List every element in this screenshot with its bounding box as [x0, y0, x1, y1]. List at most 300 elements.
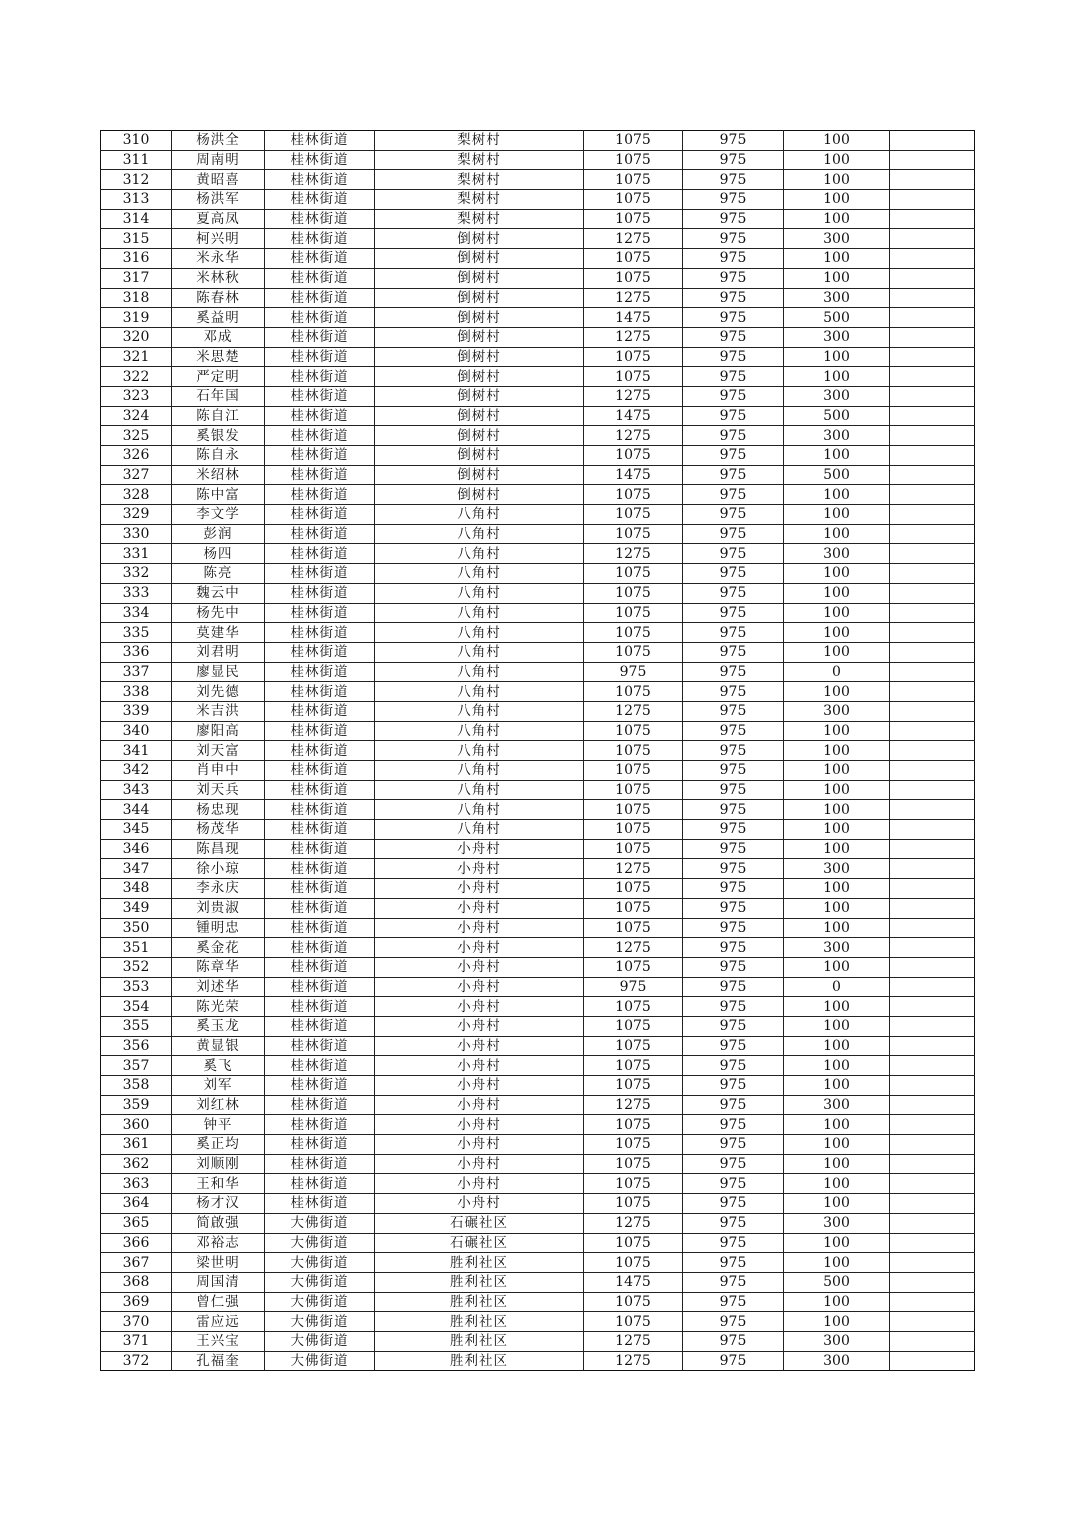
village-cell: 八角村 [375, 662, 584, 682]
name-cell: 陈自永 [172, 446, 265, 466]
amount-b-cell: 975 [683, 485, 784, 505]
village-cell: 八角村 [375, 642, 584, 662]
amount-b-cell: 975 [683, 1213, 784, 1233]
difference-cell: 100 [784, 879, 890, 899]
village-cell: 小舟村 [375, 1115, 584, 1135]
difference-cell: 100 [784, 583, 890, 603]
remark-cell [890, 938, 975, 958]
table-row [101, 446, 975, 466]
amount-a-cell: 1075 [584, 682, 683, 702]
row-number-cell: 361 [101, 1135, 172, 1155]
row-number-cell: 333 [101, 583, 172, 603]
difference-cell: 300 [784, 938, 890, 958]
name-cell: 魏云中 [172, 583, 265, 603]
row-number-cell: 315 [101, 229, 172, 249]
table-row [101, 741, 975, 761]
table-row [101, 170, 975, 190]
amount-b-cell: 975 [683, 1331, 784, 1351]
subdistrict-cell: 大佛街道 [265, 1213, 375, 1233]
difference-cell: 100 [784, 190, 890, 210]
row-number-cell: 326 [101, 446, 172, 466]
village-cell: 胜利社区 [375, 1351, 584, 1371]
amount-b-cell: 975 [683, 1233, 784, 1253]
subdistrict-cell: 大佛街道 [265, 1233, 375, 1253]
subdistrict-cell: 桂林街道 [265, 820, 375, 840]
difference-cell: 100 [784, 1292, 890, 1312]
remark-cell [890, 741, 975, 761]
remark-cell [890, 918, 975, 938]
subdistrict-cell: 桂林街道 [265, 1095, 375, 1115]
village-cell: 小舟村 [375, 1194, 584, 1214]
subdistrict-cell: 桂林街道 [265, 209, 375, 229]
village-cell: 八角村 [375, 544, 584, 564]
subdistrict-cell: 桂林街道 [265, 229, 375, 249]
name-cell: 雷应远 [172, 1312, 265, 1332]
difference-cell: 100 [784, 485, 890, 505]
difference-cell: 100 [784, 347, 890, 367]
name-cell: 陈昌现 [172, 839, 265, 859]
amount-a-cell: 1075 [584, 1194, 683, 1214]
subdistrict-cell: 桂林街道 [265, 544, 375, 564]
remark-cell [890, 623, 975, 643]
amount-b-cell: 975 [683, 1135, 784, 1155]
row-number-cell: 347 [101, 859, 172, 879]
difference-cell: 300 [784, 1331, 890, 1351]
amount-a-cell: 1075 [584, 1253, 683, 1273]
difference-cell: 100 [784, 918, 890, 938]
remark-cell [890, 288, 975, 308]
table-row [101, 1351, 975, 1371]
name-cell: 奚金花 [172, 938, 265, 958]
subdistrict-cell: 桂林街道 [265, 957, 375, 977]
difference-cell: 100 [784, 603, 890, 623]
remark-cell [890, 879, 975, 899]
difference-cell: 100 [784, 446, 890, 466]
row-number-cell: 351 [101, 938, 172, 958]
difference-cell: 100 [784, 131, 890, 151]
subdistrict-cell: 桂林街道 [265, 583, 375, 603]
name-cell: 奚益明 [172, 308, 265, 328]
subdistrict-cell: 桂林街道 [265, 268, 375, 288]
difference-cell: 100 [784, 1056, 890, 1076]
remark-cell [890, 701, 975, 721]
amount-a-cell: 1075 [584, 268, 683, 288]
village-cell: 倒树村 [375, 485, 584, 505]
amount-a-cell: 1075 [584, 957, 683, 977]
amount-a-cell: 1075 [584, 1174, 683, 1194]
amount-b-cell: 975 [683, 268, 784, 288]
row-number-cell: 310 [101, 131, 172, 151]
name-cell: 王和华 [172, 1174, 265, 1194]
amount-b-cell: 975 [683, 1312, 784, 1332]
subdistrict-cell: 大佛街道 [265, 1331, 375, 1351]
remark-cell [890, 1056, 975, 1076]
row-number-cell: 371 [101, 1331, 172, 1351]
row-number-cell: 353 [101, 977, 172, 997]
row-number-cell: 367 [101, 1253, 172, 1273]
amount-a-cell: 1075 [584, 918, 683, 938]
difference-cell: 100 [784, 170, 890, 190]
amount-a-cell: 1075 [584, 249, 683, 269]
amount-a-cell: 1275 [584, 1095, 683, 1115]
difference-cell: 100 [784, 1076, 890, 1096]
amount-a-cell: 1075 [584, 505, 683, 525]
table-row [101, 505, 975, 525]
difference-cell: 0 [784, 662, 890, 682]
name-cell: 米绍林 [172, 465, 265, 485]
difference-cell: 100 [784, 209, 890, 229]
difference-cell: 100 [784, 1115, 890, 1135]
difference-cell: 300 [784, 288, 890, 308]
difference-cell: 100 [784, 820, 890, 840]
difference-cell: 100 [784, 761, 890, 781]
name-cell: 黄显银 [172, 1036, 265, 1056]
amount-a-cell: 1075 [584, 1233, 683, 1253]
name-cell: 锺明忠 [172, 918, 265, 938]
name-cell: 杨忠现 [172, 800, 265, 820]
row-number-cell: 322 [101, 367, 172, 387]
subdistrict-cell: 桂林街道 [265, 898, 375, 918]
row-number-cell: 362 [101, 1154, 172, 1174]
row-number-cell: 365 [101, 1213, 172, 1233]
row-number-cell: 342 [101, 761, 172, 781]
amount-a-cell: 1275 [584, 327, 683, 347]
row-number-cell: 320 [101, 327, 172, 347]
amount-a-cell: 1075 [584, 131, 683, 151]
village-cell: 小舟村 [375, 879, 584, 899]
table-row [101, 977, 975, 997]
remark-cell [890, 406, 975, 426]
remark-cell [890, 839, 975, 859]
row-number-cell: 366 [101, 1233, 172, 1253]
village-cell: 梨树村 [375, 209, 584, 229]
difference-cell: 500 [784, 406, 890, 426]
village-cell: 倒树村 [375, 367, 584, 387]
remark-cell [890, 131, 975, 151]
table-row [101, 1194, 975, 1214]
remark-cell [890, 1292, 975, 1312]
village-cell: 八角村 [375, 505, 584, 525]
amount-a-cell: 1075 [584, 1135, 683, 1155]
difference-cell: 100 [784, 1312, 890, 1332]
difference-cell: 100 [784, 1194, 890, 1214]
difference-cell: 100 [784, 505, 890, 525]
name-cell: 杨洪军 [172, 190, 265, 210]
subdistrict-cell: 桂林街道 [265, 505, 375, 525]
amount-a-cell: 1075 [584, 1292, 683, 1312]
amount-b-cell: 975 [683, 1154, 784, 1174]
subdistrict-cell: 大佛街道 [265, 1351, 375, 1371]
table-row [101, 1056, 975, 1076]
subdistrict-cell: 桂林街道 [265, 642, 375, 662]
village-cell: 小舟村 [375, 859, 584, 879]
name-cell: 李文学 [172, 505, 265, 525]
amount-a-cell: 1075 [584, 761, 683, 781]
remark-cell [890, 505, 975, 525]
subdistrict-cell: 桂林街道 [265, 721, 375, 741]
name-cell: 王兴宝 [172, 1331, 265, 1351]
remark-cell [890, 1016, 975, 1036]
row-number-cell: 316 [101, 249, 172, 269]
table-row [101, 879, 975, 899]
remark-cell [890, 249, 975, 269]
table-row [101, 131, 975, 151]
amount-a-cell: 1275 [584, 1213, 683, 1233]
subdistrict-cell: 桂林街道 [265, 131, 375, 151]
amount-b-cell: 975 [683, 406, 784, 426]
row-number-cell: 319 [101, 308, 172, 328]
subdistrict-cell: 桂林街道 [265, 367, 375, 387]
row-number-cell: 334 [101, 603, 172, 623]
amount-b-cell: 975 [683, 1253, 784, 1273]
table-body [101, 131, 975, 1371]
difference-cell: 300 [784, 1213, 890, 1233]
difference-cell: 100 [784, 780, 890, 800]
amount-b-cell: 975 [683, 1351, 784, 1371]
subdistrict-cell: 桂林街道 [265, 406, 375, 426]
name-cell: 杨茂华 [172, 820, 265, 840]
amount-a-cell: 1075 [584, 564, 683, 584]
amount-b-cell: 975 [683, 1056, 784, 1076]
name-cell: 杨洪全 [172, 131, 265, 151]
name-cell: 陈亮 [172, 564, 265, 584]
village-cell: 八角村 [375, 741, 584, 761]
table-row [101, 564, 975, 584]
village-cell: 胜利社区 [375, 1292, 584, 1312]
name-cell: 奚正均 [172, 1135, 265, 1155]
village-cell: 倒树村 [375, 465, 584, 485]
row-number-cell: 313 [101, 190, 172, 210]
amount-b-cell: 975 [683, 583, 784, 603]
difference-cell: 100 [784, 997, 890, 1017]
subdistrict-cell: 桂林街道 [265, 1076, 375, 1096]
village-cell: 倒树村 [375, 268, 584, 288]
row-number-cell: 312 [101, 170, 172, 190]
remark-cell [890, 1036, 975, 1056]
amount-a-cell: 1275 [584, 938, 683, 958]
name-cell: 刘顺刚 [172, 1154, 265, 1174]
amount-a-cell: 1075 [584, 150, 683, 170]
village-cell: 倒树村 [375, 347, 584, 367]
amount-a-cell: 1275 [584, 544, 683, 564]
remark-cell [890, 524, 975, 544]
name-cell: 严定明 [172, 367, 265, 387]
difference-cell: 100 [784, 524, 890, 544]
amount-b-cell: 975 [683, 603, 784, 623]
remark-cell [890, 465, 975, 485]
difference-cell: 300 [784, 229, 890, 249]
amount-a-cell: 1075 [584, 347, 683, 367]
amount-a-cell: 1275 [584, 426, 683, 446]
difference-cell: 100 [784, 898, 890, 918]
difference-cell: 100 [784, 1253, 890, 1273]
row-number-cell: 358 [101, 1076, 172, 1096]
difference-cell: 0 [784, 977, 890, 997]
table-row [101, 997, 975, 1017]
amount-b-cell: 975 [683, 977, 784, 997]
subdistrict-cell: 桂林街道 [265, 623, 375, 643]
subdistrict-cell: 大佛街道 [265, 1272, 375, 1292]
amount-b-cell: 975 [683, 327, 784, 347]
table-row [101, 1233, 975, 1253]
row-number-cell: 329 [101, 505, 172, 525]
difference-cell: 500 [784, 1272, 890, 1292]
table-row [101, 249, 975, 269]
difference-cell: 300 [784, 701, 890, 721]
name-cell: 莫建华 [172, 623, 265, 643]
amount-b-cell: 975 [683, 229, 784, 249]
difference-cell: 100 [784, 1233, 890, 1253]
name-cell: 夏高凤 [172, 209, 265, 229]
subdistrict-cell: 桂林街道 [265, 859, 375, 879]
subdistrict-cell: 桂林街道 [265, 761, 375, 781]
remark-cell [890, 859, 975, 879]
subdistrict-cell: 大佛街道 [265, 1312, 375, 1332]
difference-cell: 100 [784, 682, 890, 702]
name-cell: 廖显民 [172, 662, 265, 682]
difference-cell: 100 [784, 1036, 890, 1056]
name-cell: 杨才汉 [172, 1194, 265, 1214]
table-row [101, 190, 975, 210]
subdistrict-cell: 桂林街道 [265, 1135, 375, 1155]
name-cell: 刘军 [172, 1076, 265, 1096]
amount-a-cell: 1275 [584, 859, 683, 879]
table-row [101, 918, 975, 938]
subdistrict-cell: 桂林街道 [265, 564, 375, 584]
amount-b-cell: 975 [683, 150, 784, 170]
village-cell: 八角村 [375, 800, 584, 820]
village-cell: 梨树村 [375, 150, 584, 170]
table-row [101, 761, 975, 781]
table-row [101, 662, 975, 682]
subdistrict-cell: 桂林街道 [265, 839, 375, 859]
amount-a-cell: 1075 [584, 524, 683, 544]
village-cell: 倒树村 [375, 386, 584, 406]
name-cell: 刘君明 [172, 642, 265, 662]
difference-cell: 500 [784, 465, 890, 485]
row-number-cell: 368 [101, 1272, 172, 1292]
row-number-cell: 324 [101, 406, 172, 426]
village-cell: 八角村 [375, 564, 584, 584]
village-cell: 倒树村 [375, 327, 584, 347]
remark-cell [890, 603, 975, 623]
difference-cell: 300 [784, 859, 890, 879]
name-cell: 刘天兵 [172, 780, 265, 800]
amount-b-cell: 975 [683, 131, 784, 151]
name-cell: 周南明 [172, 150, 265, 170]
subdistrict-cell: 桂林街道 [265, 308, 375, 328]
remark-cell [890, 1331, 975, 1351]
amount-b-cell: 975 [683, 288, 784, 308]
difference-cell: 500 [784, 308, 890, 328]
row-number-cell: 336 [101, 642, 172, 662]
village-cell: 小舟村 [375, 957, 584, 977]
remark-cell [890, 1351, 975, 1371]
remark-cell [890, 800, 975, 820]
amount-a-cell: 1075 [584, 623, 683, 643]
subdistrict-cell: 桂林街道 [265, 249, 375, 269]
amount-a-cell: 1075 [584, 1154, 683, 1174]
village-cell: 八角村 [375, 583, 584, 603]
name-cell: 邓裕志 [172, 1233, 265, 1253]
amount-b-cell: 975 [683, 505, 784, 525]
village-cell: 小舟村 [375, 1076, 584, 1096]
remark-cell [890, 780, 975, 800]
amount-b-cell: 975 [683, 1194, 784, 1214]
difference-cell: 100 [784, 642, 890, 662]
name-cell: 陈章华 [172, 957, 265, 977]
difference-cell: 300 [784, 1351, 890, 1371]
subdistrict-cell: 大佛街道 [265, 1253, 375, 1273]
amount-b-cell: 975 [683, 1095, 784, 1115]
amount-b-cell: 975 [683, 308, 784, 328]
village-cell: 八角村 [375, 721, 584, 741]
remark-cell [890, 898, 975, 918]
remark-cell [890, 761, 975, 781]
amount-b-cell: 975 [683, 190, 784, 210]
row-number-cell: 339 [101, 701, 172, 721]
table-row [101, 1154, 975, 1174]
table-row [101, 1036, 975, 1056]
subdistrict-cell: 桂林街道 [265, 190, 375, 210]
difference-cell: 100 [784, 721, 890, 741]
village-cell: 八角村 [375, 524, 584, 544]
amount-a-cell: 1275 [584, 288, 683, 308]
remark-cell [890, 1253, 975, 1273]
remark-cell [890, 977, 975, 997]
subdistrict-cell: 桂林街道 [265, 150, 375, 170]
table-row [101, 898, 975, 918]
amount-b-cell: 975 [683, 1115, 784, 1135]
name-cell: 奚银发 [172, 426, 265, 446]
remark-cell [890, 1213, 975, 1233]
amount-b-cell: 975 [683, 839, 784, 859]
remark-cell [890, 446, 975, 466]
amount-a-cell: 1475 [584, 406, 683, 426]
remark-cell [890, 1233, 975, 1253]
village-cell: 倒树村 [375, 406, 584, 426]
subdistrict-cell: 大佛街道 [265, 1292, 375, 1312]
row-number-cell: 345 [101, 820, 172, 840]
subdistrict-cell: 桂林街道 [265, 780, 375, 800]
village-cell: 八角村 [375, 623, 584, 643]
row-number-cell: 359 [101, 1095, 172, 1115]
village-cell: 八角村 [375, 780, 584, 800]
name-cell: 陈光荣 [172, 997, 265, 1017]
row-number-cell: 344 [101, 800, 172, 820]
subdistrict-cell: 桂林街道 [265, 682, 375, 702]
row-number-cell: 363 [101, 1174, 172, 1194]
remark-cell [890, 426, 975, 446]
name-cell: 柯兴明 [172, 229, 265, 249]
table-row [101, 820, 975, 840]
row-number-cell: 325 [101, 426, 172, 446]
amount-b-cell: 975 [683, 544, 784, 564]
subdistrict-cell: 桂林街道 [265, 977, 375, 997]
amount-b-cell: 975 [683, 249, 784, 269]
table-row [101, 957, 975, 977]
remark-cell [890, 268, 975, 288]
table-row [101, 721, 975, 741]
subdistrict-cell: 桂林街道 [265, 879, 375, 899]
amount-b-cell: 975 [683, 1174, 784, 1194]
amount-b-cell: 975 [683, 465, 784, 485]
name-cell: 米永华 [172, 249, 265, 269]
remark-cell [890, 957, 975, 977]
amount-b-cell: 975 [683, 209, 784, 229]
table-row [101, 544, 975, 564]
table-row [101, 1292, 975, 1312]
